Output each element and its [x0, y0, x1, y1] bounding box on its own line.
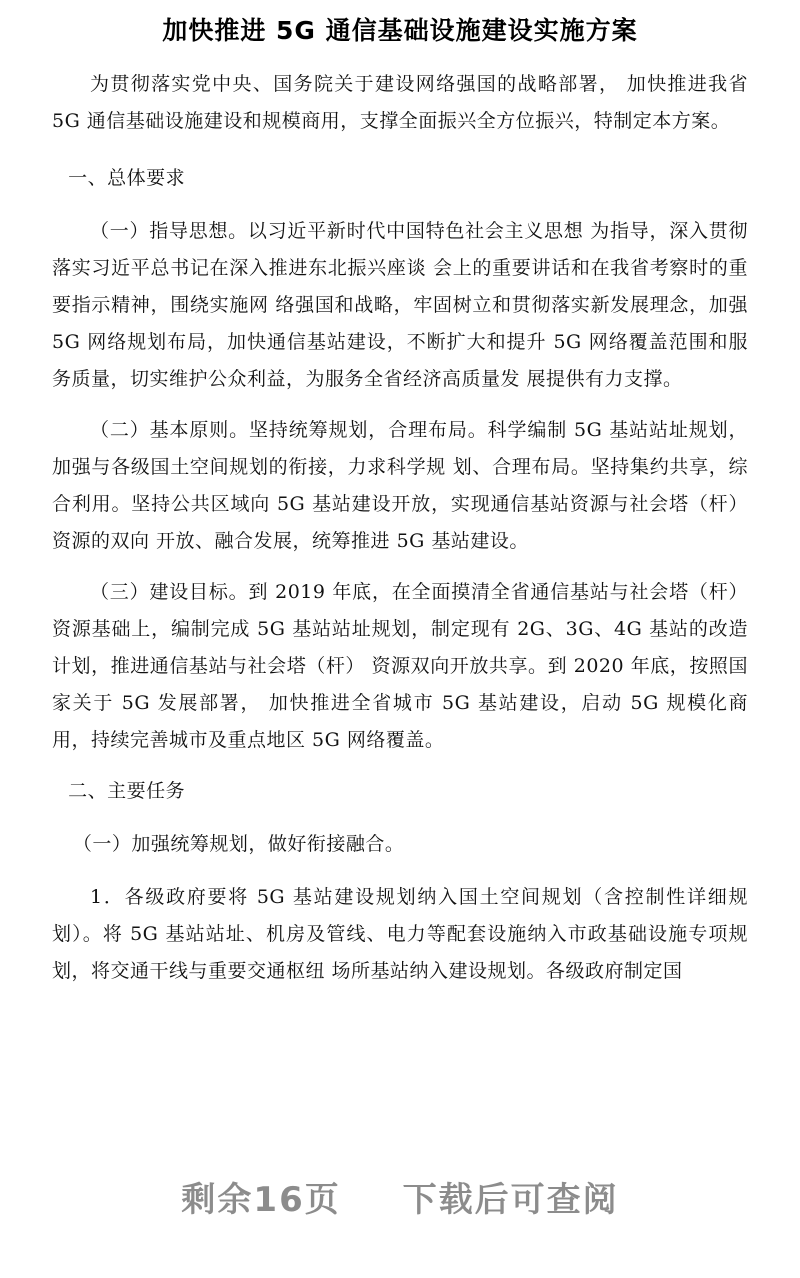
paragraph-construction-goals: （三）建设目标。到 2019 年底，在全面摸清全省通信基站与社会塔（杆）资源基础上，编制完成 5G 基站站址规划，制定现有 2G、3G、4G 基站的改造计划，推进通信基站与社会塔（杆） 资源双向开放共享。到 2020 年底，按照国家关于 5G 发展部署， 加快推进全省城市 5G 基站建设，启动 5G 规模化商用，持续完善城市及重点地区 5G 网络覆盖。 — [52, 581, 748, 751]
download-to-view-label[interactable]: 下载后可查阅 — [402, 1180, 619, 1220]
paragraph-guiding-ideology: （一）指导思想。以习近平新时代中国特色社会主义思想 为指导，深入贯彻落实习近平总书记在深入推进东北振兴座谈 会上的重要讲话和在我省考察时的重要指示精神，围绕实施网 络强国和战略，牢固树立和贯彻落实新发展理念，加强 5G 网络规划布局，加快通信基站建设，不断扩大和提升 5G 网络覆盖范围和服务质量，切实维护公众利益，为服务全省经济高质量发 展提供有力支撑。 — [52, 220, 748, 390]
remaining-pages-label[interactable]: 剩余16页 — [181, 1180, 341, 1220]
paragraph-basic-principles: （二）基本原则。坚持统筹规划，合理布局。科学编制 5G 基站站址规划，加强与各级国土空间规划的衔接，力求科学规 划、合理布局。坚持集约共享，综合利用。坚持公共区域向 5G 基站建设开放，实现通信基站资源与社会塔（杆）资源的双向 开放、融合发展，统筹推进 5G 基站建设。 — [52, 419, 748, 552]
intro-paragraph: 为贯彻落实党中央、国务院关于建设网络强国的战略部署， 加快推进我省 5G 通信基础设施建设和规模商用，支撑全面振兴全方位振兴，特制定本方案。 — [52, 73, 748, 132]
section-heading-main-tasks: 二、主要任务 — [68, 780, 186, 802]
download-banner[interactable] — [0, 1172, 800, 1221]
document-title: 加快推进 5G 通信基础设施建设实施方案 — [162, 16, 638, 45]
paragraph-task-1: 1．各级政府要将 5G 基站建设规划纳入国土空间规划（含控制性详细规划）。将 5G 基站站址、机房及管线、电力等配套设施纳入市政基础设施专项规划，将交通干线与重要交通枢纽 场所基站纳入建设规划。各级政府制定国 — [52, 886, 748, 982]
section-heading-general-requirements: 一、总体要求 — [68, 167, 186, 189]
document-body — [52, 66, 748, 1004]
subsection-heading-planning: （一）加强统筹规划，做好衔接融合。 — [72, 833, 405, 855]
